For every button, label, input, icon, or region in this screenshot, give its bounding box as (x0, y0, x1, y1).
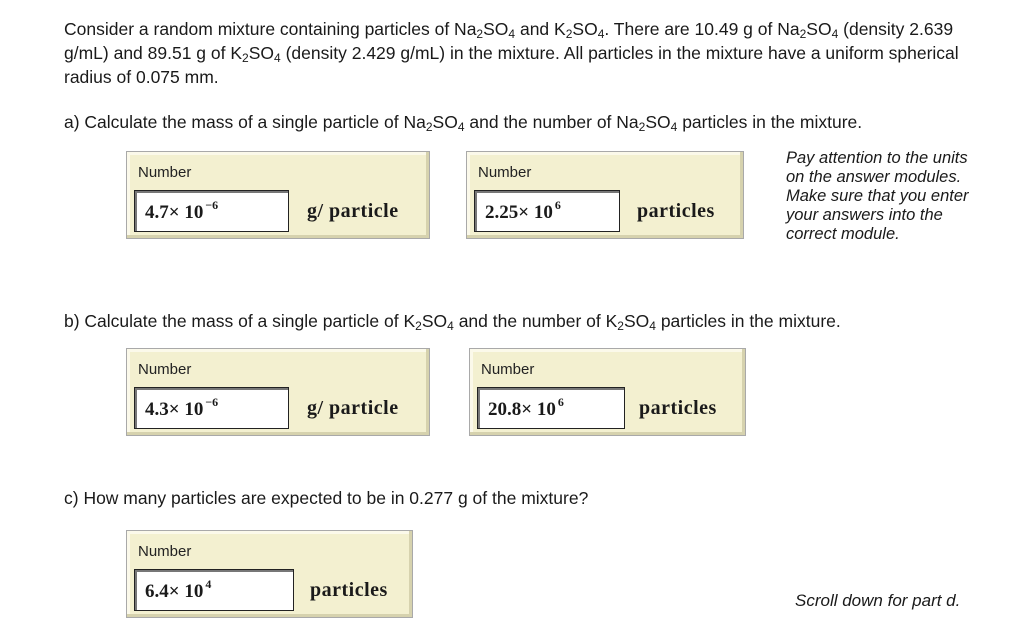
answer-module-a-count (466, 151, 744, 239)
problem-text: SO (572, 19, 598, 39)
answer-times-ten: × 10 (168, 581, 204, 602)
unit-label: particles (637, 200, 715, 222)
question-text: a) Calculate the mass of a single particle of Na (64, 112, 426, 132)
subscript: 4 (649, 319, 656, 333)
answer-exponent: 4 (205, 577, 212, 591)
question-text: SO (645, 112, 671, 132)
unit-label: g/ particle (307, 397, 399, 419)
answer-input-b-mass[interactable] (134, 387, 289, 429)
problem-text: SO (248, 43, 275, 63)
answer-exponent: −6 (205, 198, 219, 212)
problem-text: SO (806, 19, 832, 39)
part-a-question (64, 111, 862, 133)
subscript: 4 (670, 120, 678, 134)
subscript: 4 (597, 27, 605, 41)
answer-module-a-mass (126, 151, 430, 239)
answer-input-a-count[interactable] (474, 190, 620, 232)
problem-text: . There are 10.49 g of Na (604, 19, 800, 39)
answer-input-a-mass[interactable] (134, 190, 289, 232)
answer-times-ten: × 10 (518, 202, 553, 223)
note-line: correct module. (786, 225, 900, 243)
subscript: 4 (447, 319, 454, 333)
subscript: 2 (799, 27, 807, 41)
answer-mantissa: 6.4 (145, 581, 169, 602)
answer-exponent: 6 (554, 198, 561, 212)
answer-times-ten: × 10 (168, 399, 204, 420)
answer-mantissa: 20.8 (488, 399, 522, 420)
subscript: 2 (242, 51, 249, 65)
question-text: and the number of Na (464, 112, 639, 132)
question-text: SO (432, 112, 458, 132)
note-line: Make sure that you enter (786, 187, 969, 205)
answer-input-b-count[interactable] (477, 387, 625, 429)
answer-times-ten: × 10 (521, 399, 556, 420)
answer-mantissa: 4.3 (145, 399, 169, 420)
answer-input-c[interactable] (134, 569, 294, 611)
unit-label: particles (639, 397, 717, 419)
module-label: Number (481, 361, 535, 378)
subscript: 2 (415, 319, 422, 333)
answer-mantissa: 2.25 (485, 202, 519, 223)
question-text: SO (623, 311, 650, 331)
subscript: 4 (831, 27, 839, 41)
subscript: 4 (508, 27, 516, 41)
units-note (786, 149, 1011, 244)
note-line: your answers into the (786, 206, 943, 224)
answer-times-ten: × 10 (168, 202, 204, 223)
question-text: b) Calculate the mass of a single particle of K (64, 311, 416, 331)
question-text: SO (421, 311, 448, 331)
answer-module-b-count (469, 348, 746, 436)
answer-module-b-mass (126, 348, 430, 436)
problem-text: Consider a random mixture containing particles of Na (64, 19, 477, 39)
scroll-hint: Scroll down for part d. (795, 591, 961, 610)
question-text: and the number of K (453, 311, 618, 331)
answer-mantissa: 4.7 (145, 202, 169, 223)
module-label: Number (138, 543, 192, 560)
problem-statement (64, 17, 994, 89)
problem-text: (density 2.639 g/mL) and 89.51 g of K (64, 19, 954, 63)
module-label: Number (138, 164, 192, 181)
module-label: Number (138, 361, 192, 378)
question-text: particles in the mixture. (655, 311, 841, 331)
note-line: Pay attention to the units (786, 149, 968, 167)
question-text: particles in the mixture. (677, 112, 863, 132)
problem-text: (density 2.429 g/mL) in the mixture. All particles in the mixture have a uniform spherical radius of 0.075 mm. (64, 43, 959, 87)
subscript: 2 (476, 27, 484, 41)
note-line: on the answer modules. (786, 168, 962, 186)
part-c-question: c) How many particles are expected to be in 0.277 g of the mixture? (64, 488, 589, 508)
answer-exponent: 6 (557, 395, 564, 409)
module-label: Number (478, 164, 532, 181)
subscript: 2 (617, 319, 624, 333)
problem-text: SO (483, 19, 509, 39)
answer-module-c (126, 530, 413, 618)
subscript: 2 (425, 120, 433, 134)
subscript: 2 (638, 120, 646, 134)
unit-label: particles (310, 579, 388, 601)
answer-exponent: −6 (205, 395, 219, 409)
unit-label: g/ particle (307, 200, 399, 222)
subscript: 4 (274, 51, 281, 65)
subscript: 2 (565, 27, 573, 41)
subscript: 4 (457, 120, 465, 134)
part-b-question (64, 310, 841, 332)
problem-text: and K (515, 19, 566, 39)
